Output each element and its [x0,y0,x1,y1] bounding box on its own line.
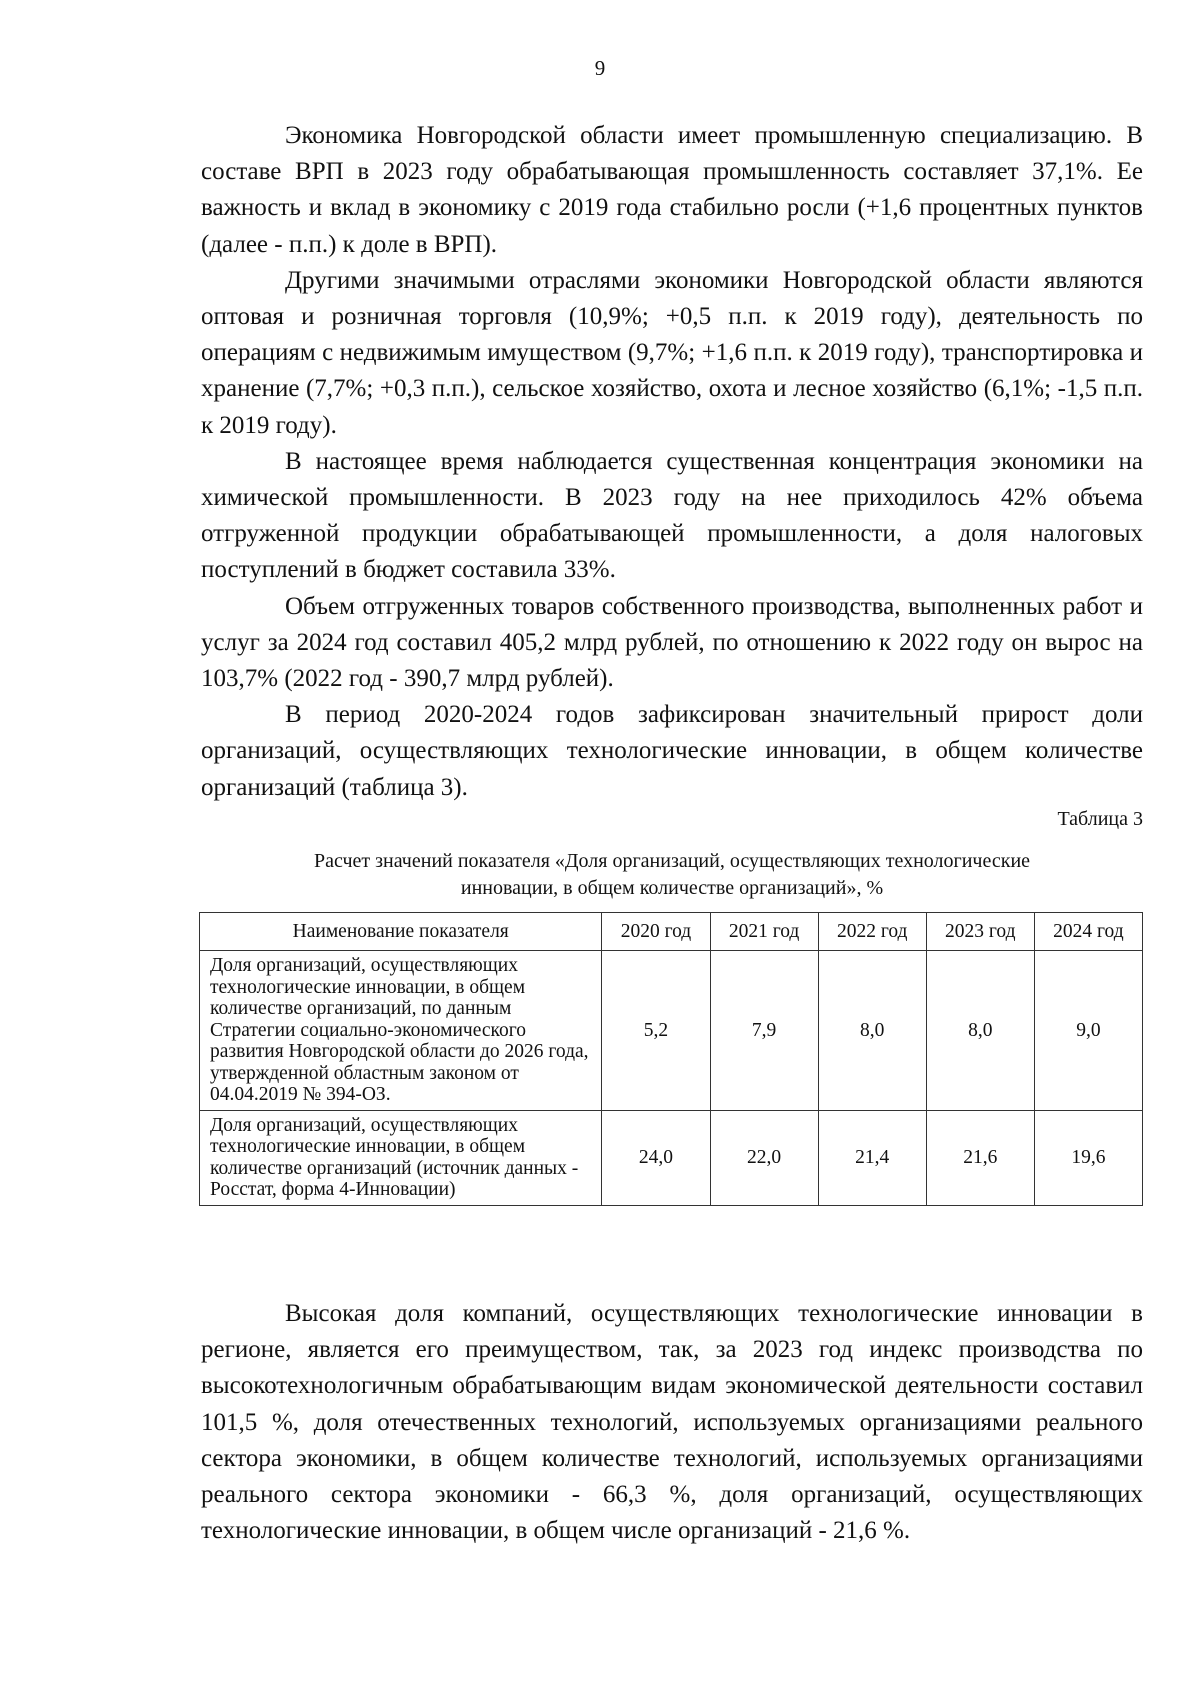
value-cell: 24,0 [602,1110,710,1205]
value-cell: 5,2 [602,951,710,1111]
column-header: 2022 год [818,913,926,951]
paragraph: Экономика Новгородской области имеет промышленную специализацию. В составе ВРП в 2023 году обрабатывающая промышленность составляет 37,1%. Ее важность и вклад в экономику с 2019 года стабильно росли (+1,6 процентных пунктов (далее - п.п.) к доле в ВРП). [201,122,1143,258]
value-cell: 21,4 [818,1110,926,1205]
indicator-name-cell: Доля организаций, осуществляющих технологические инновации, в общем количестве организаций (источник данных - Росстат, форма 4-Инновации) [200,1110,602,1205]
table-label: Таблица 3 [1057,808,1143,830]
table-row [200,951,1143,1111]
value-cell: 19,6 [1034,1110,1142,1205]
value-cell: 21,6 [926,1110,1034,1205]
body-text-bottom [201,1296,1143,1549]
column-header: 2023 год [926,913,1034,951]
value-cell: 8,0 [818,951,926,1111]
column-header: 2024 год [1034,913,1142,951]
value-cell: 7,9 [710,951,818,1111]
value-cell: 8,0 [926,951,1034,1111]
indicator-name-cell: Доля организаций, осуществляющих технологические инновации, в общем количестве организаций, по данным Стратегии социально-экономического развития Новгородской области до 2026 года, утвержденной областным законом от 04.04.2019 № 394-ОЗ. [200,951,602,1111]
value-cell: 9,0 [1034,951,1142,1111]
paragraph: В настоящее время наблюдается существенная концентрация экономики на химической промышленности. В 2023 году на нее приходилось 42% объема отгруженной продукции обрабатывающей промышленности, а доля налоговых поступлений в бюджет составила 33%. [201,447,1143,584]
value-cell: 22,0 [710,1110,818,1205]
table-caption-line: Расчет значений показателя «Доля организаций, осуществляющих технологические [313,850,1031,872]
paragraph: Высокая доля компаний, осуществляющих технологические инновации в регионе, является его преимуществом, так, за 2023 год индекс производства по высокотехнологичным обрабатывающим видам экономической деятельности составил 101,5 %, доля отечественных технологий, используемых организациями реального сектора экономики, в общем количестве технологий, используемых организациями реального сектора экономики - 66,3 %, доля организаций, осуществляющих технологические инновации, в общем числе организаций - 21,6 %. [201,1300,1143,1545]
indicator-table [199,912,1143,1206]
table-caption [201,848,1143,902]
page-number: 9 [594,56,606,80]
column-header: Наименование показателя [200,913,602,951]
table-row [200,1110,1143,1205]
paragraph: В период 2020-2024 годов зафиксирован значительный прирост доли организаций, осуществляющих технологические инновации, в общем количестве организаций (таблица 3). [201,701,1143,801]
column-header: 2020 год [602,913,710,951]
column-header: 2021 год [710,913,818,951]
table-caption-line: инновации, в общем количестве организаций», % [460,877,884,899]
paragraph: Другими значимыми отраслями экономики Новгородской области являются оптовая и розничная торговля (10,9%; +0,5 п.п. к 2019 году), деятельность по операциям с недвижимым имуществом (9,7%; +1,6 п.п. к 2019 году), транспортировка и хранение (7,7%; +0,3 п.п.), сельское хозяйство, охота и лесное хозяйство (6,1%; -1,5 п.п. к 2019 году). [201,266,1143,439]
table-header-row [200,913,1143,951]
body-text-top [201,118,1143,806]
paragraph: Объем отгруженных товаров собственного производства, выполненных работ и услуг за 2024 год составил 405,2 млрд рублей, по отношению к 2022 году он вырос на 103,7% (2022 год - 390,7 млрд рублей). [201,592,1143,693]
